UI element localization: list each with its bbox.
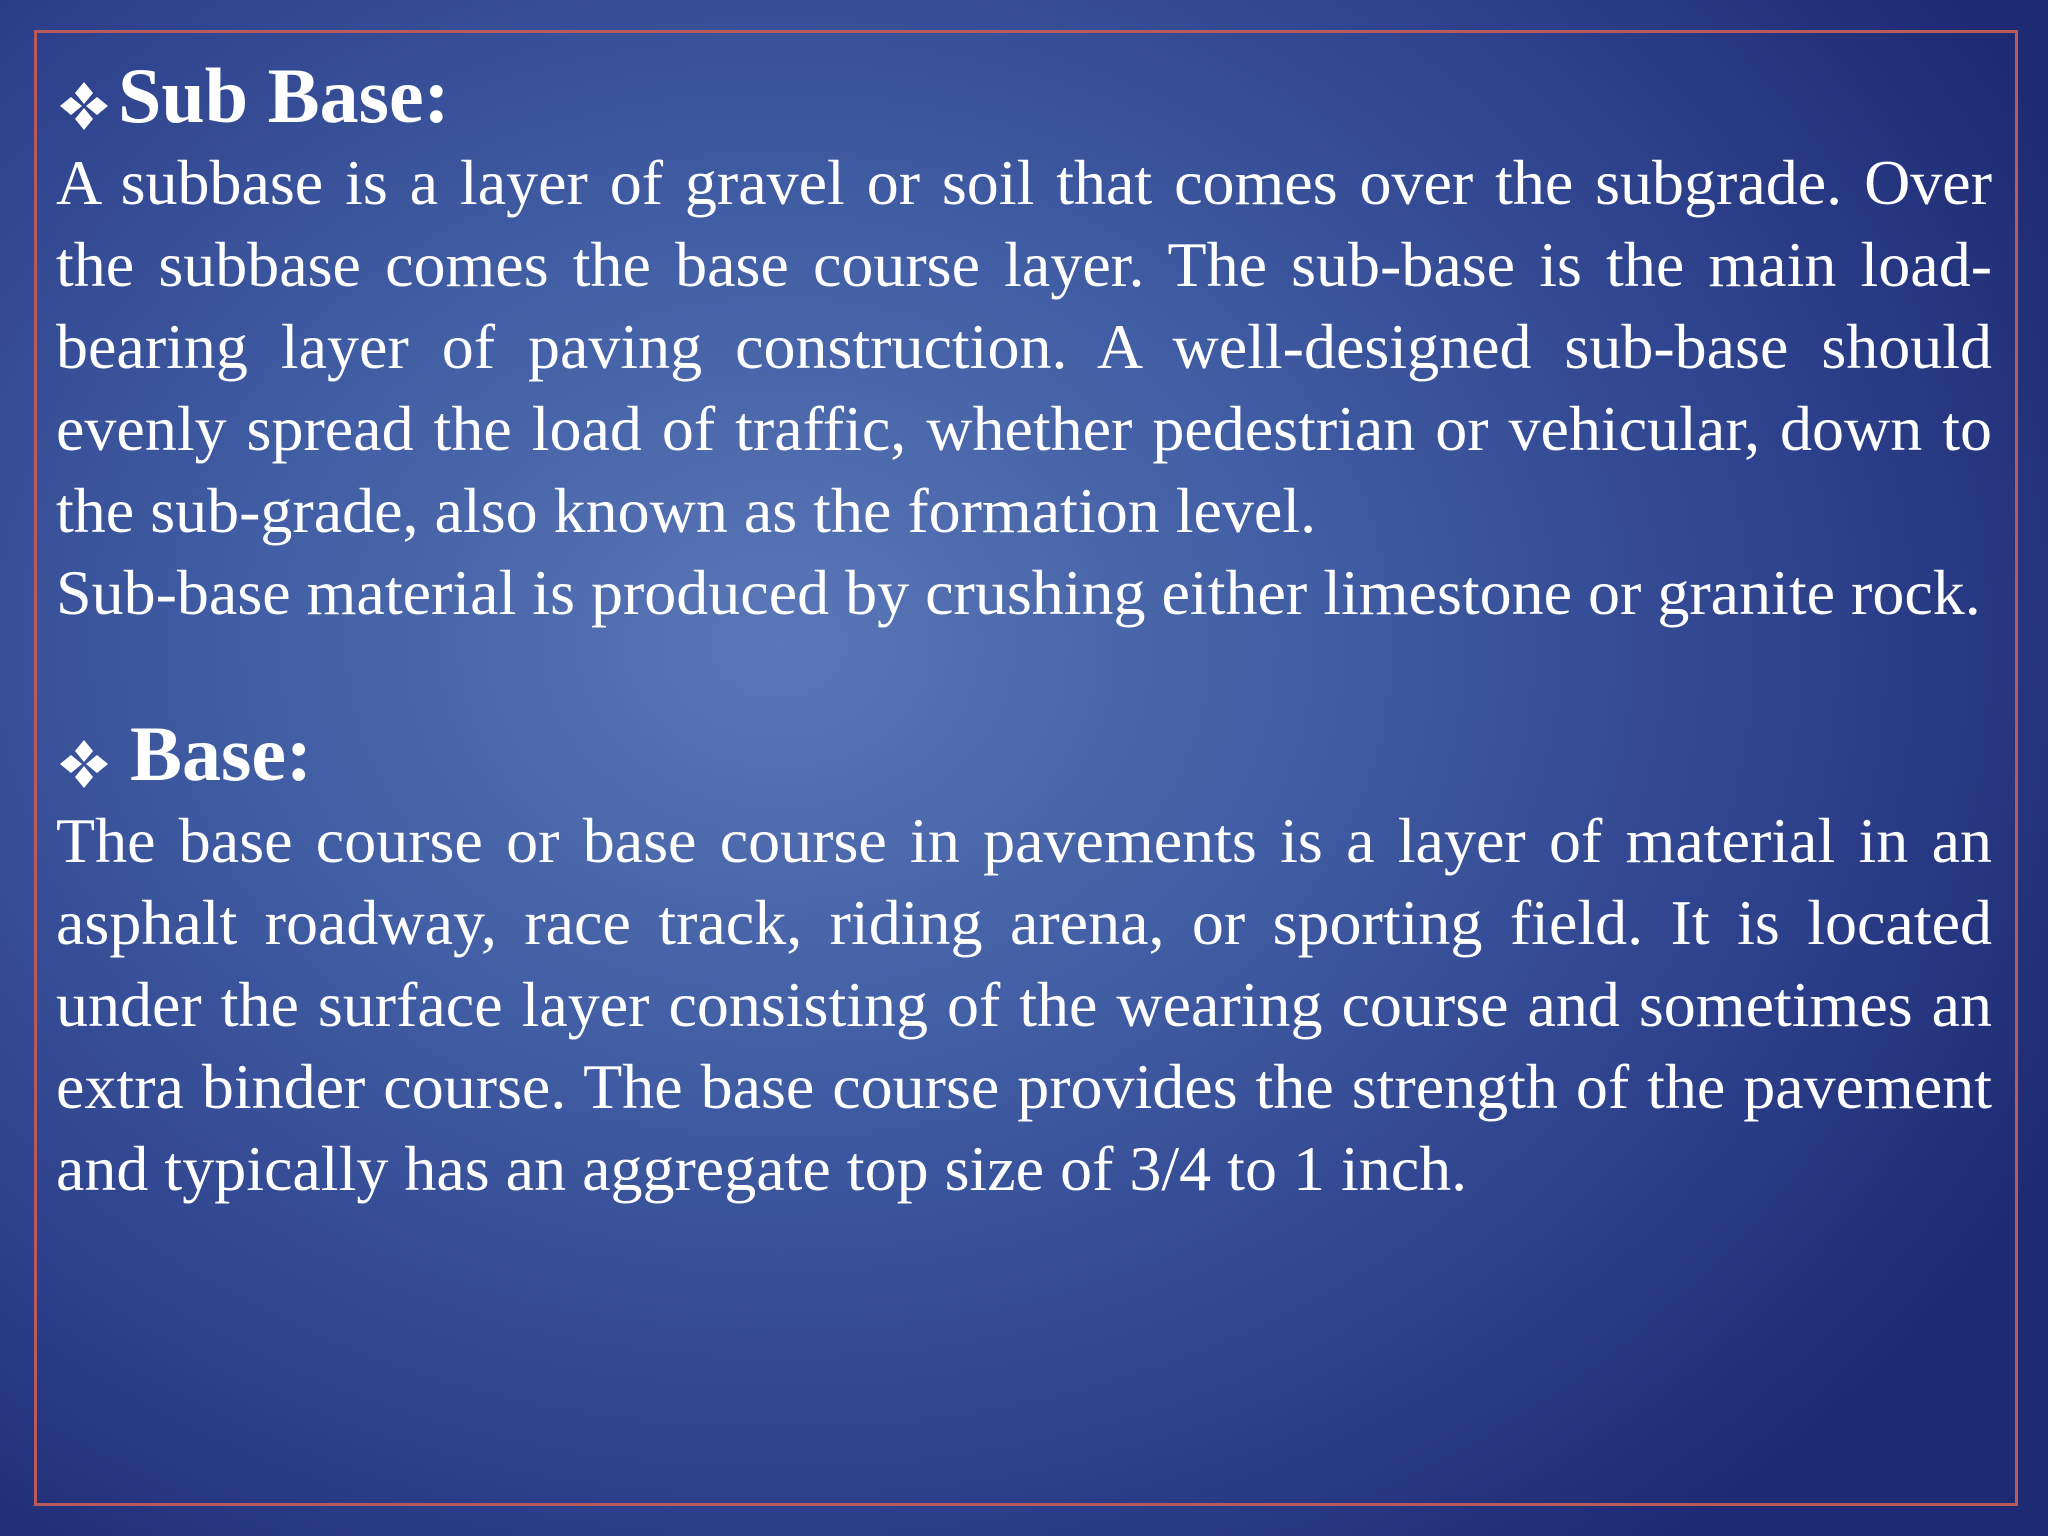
section-sub-base: [56, 52, 1992, 634]
four-diamond-bullet-icon: [56, 68, 112, 124]
four-diamond-bullet-icon: [56, 726, 112, 782]
section-title-text: Base:: [130, 710, 312, 797]
section-title-sub-base: [56, 52, 1992, 139]
paragraph: Sub-base material is produced by crushing either limestone or granite rock.: [56, 557, 1981, 628]
section-base: [56, 710, 1992, 1210]
paragraph: A subbase is a layer of gravel or soil that comes over the subgrade. Over the subbase comes the base course layer. The sub-base is the main load-bearing layer of paving construction. A well-designed sub-base should evenly spread the load of traffic, whether pedestrian or vehicular, down to the sub-grade, also known as the formation level.: [56, 147, 1992, 546]
paragraph: The base course or base course in pavements is a layer of material in an asphalt roadway, race track, riding arena, or sporting field. It is located under the surface layer consisting of the wearing course and sometimes an extra binder course. The base course provides the strength of the pavement and typically has an aggregate top size of 3/4 to 1 inch.: [56, 805, 1992, 1204]
section-title-text: Sub Base:: [118, 52, 450, 139]
slide-content: [56, 52, 1992, 1210]
section-title-base: [56, 710, 1992, 797]
